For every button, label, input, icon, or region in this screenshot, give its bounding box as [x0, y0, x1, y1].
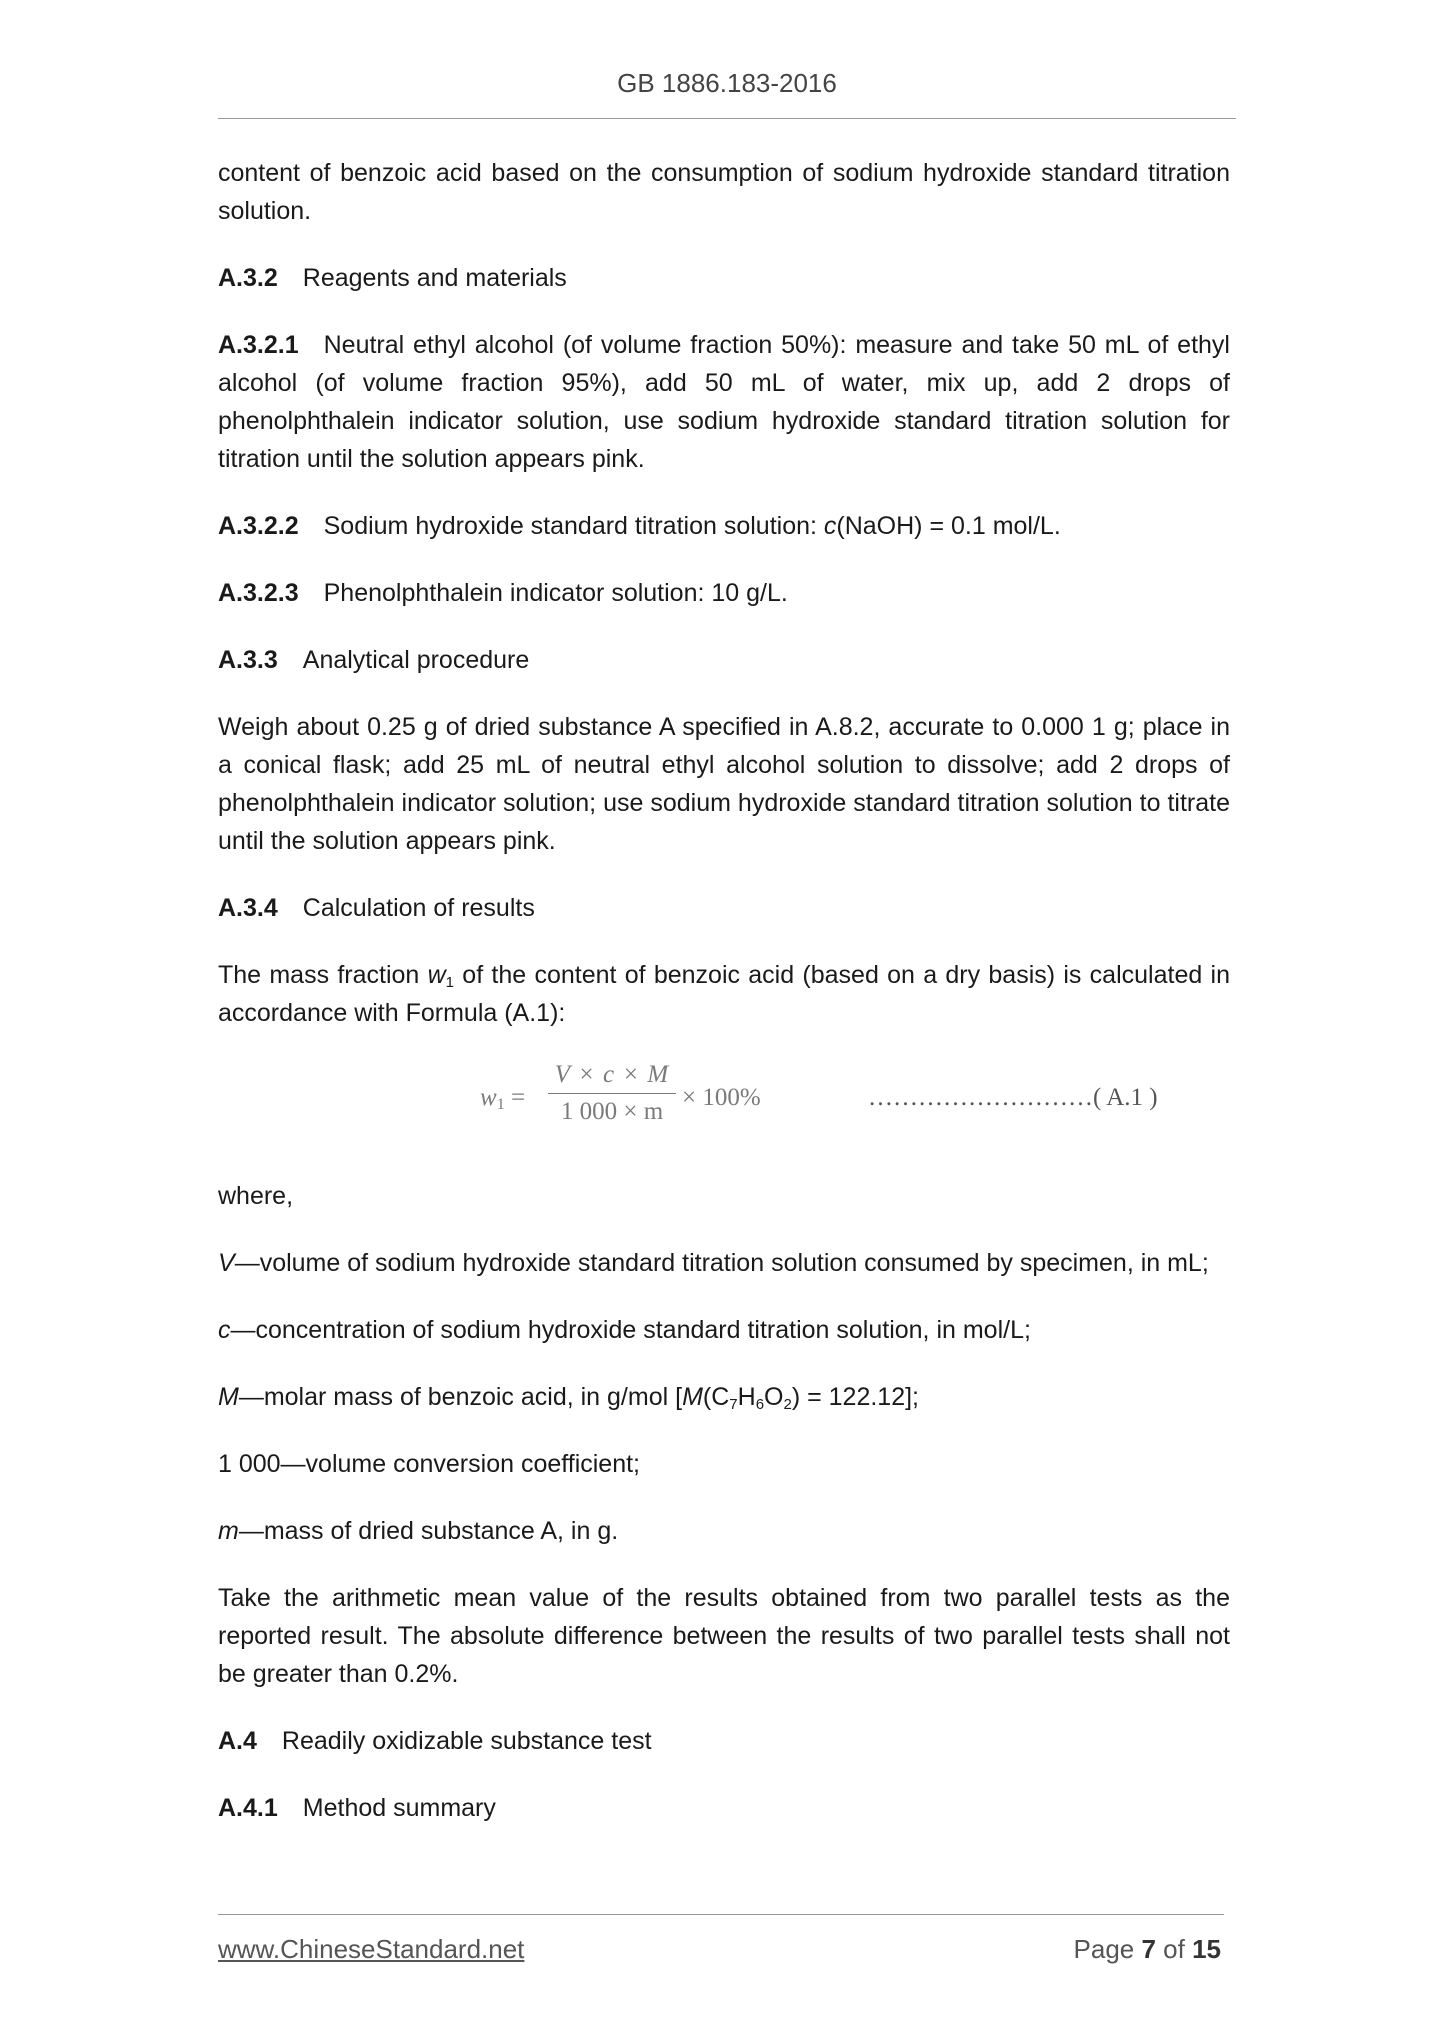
- symbol: V: [218, 1249, 235, 1277]
- footer-divider: [218, 1914, 1224, 1915]
- symbol: m: [218, 1517, 239, 1545]
- section-title: Calculation of results: [302, 894, 535, 922]
- formula-var-w: w: [480, 1084, 497, 1111]
- symbol: M: [682, 1383, 703, 1411]
- section-number: A.3.4: [218, 894, 278, 922]
- formula-text: ) = 122.12];: [791, 1383, 920, 1411]
- symbol: c: [218, 1316, 231, 1344]
- section-a321: [218, 326, 1230, 478]
- definition-text: —molar mass of benzoic acid, in g/mol [: [238, 1383, 683, 1411]
- section-number: A.3.2.3: [218, 579, 299, 607]
- definition-text: —mass of dried substance A, in g.: [238, 1517, 619, 1545]
- definition-V: [218, 1244, 1230, 1282]
- formula-a1: [218, 1057, 1230, 1143]
- section-a323: [218, 574, 1230, 612]
- definition-text: —concentration of sodium hydroxide standard titration solution, in mol/L;: [230, 1316, 1031, 1344]
- symbol: M: [218, 1383, 239, 1411]
- subscript: 2: [783, 1396, 792, 1413]
- formula-lhs: [480, 1079, 525, 1117]
- current-page: 7: [1141, 1934, 1156, 1964]
- formula-fraction: [548, 1059, 676, 1128]
- formula-times-percent: × 100%: [682, 1084, 761, 1111]
- section-number: A.4.1: [218, 1794, 278, 1822]
- section-a32: [218, 259, 1230, 297]
- formula-label: ………………………( A.1 ): [868, 1084, 1158, 1111]
- section-number: A.3.2.2: [218, 512, 299, 540]
- section-number: A.3.2: [218, 264, 278, 292]
- section-a33: [218, 641, 1230, 679]
- fraction-bar: [548, 1093, 676, 1094]
- formula-equals: =: [510, 1084, 526, 1111]
- formula-sub: 1: [496, 1096, 505, 1113]
- section-text-tail: (NaOH) = 0.1 mol/L.: [836, 512, 1061, 540]
- document-body: [218, 154, 1230, 1827]
- subscript: 1: [445, 974, 455, 991]
- text-fragment: of the content of benzoic acid (based on a dry basis) is calculated in accordance with Formula (A.1):: [218, 961, 1230, 1027]
- continued-paragraph: content of benzoic acid based on the consumption of sodium hydroxide standard titration solution.: [218, 159, 1230, 225]
- formula-text: O: [764, 1383, 784, 1411]
- section-text: Phenolphthalein indicator solution: 10 g/L.: [323, 579, 788, 607]
- header-divider: [218, 118, 1236, 119]
- website-link[interactable]: www.ChineseStandard.net: [218, 1934, 525, 1964]
- section-number: A.3.2.1: [218, 331, 299, 359]
- section-title: Reagents and materials: [302, 264, 567, 292]
- section-a4: [218, 1722, 1230, 1760]
- subscript: 6: [755, 1396, 765, 1413]
- definition-1000: 1 000—volume conversion coefficient;: [218, 1450, 640, 1478]
- formula-denominator: 1 000 × m: [560, 1098, 664, 1125]
- subscript: 7: [729, 1396, 738, 1413]
- formula-text: (C: [702, 1383, 730, 1411]
- section-a41: [218, 1789, 1230, 1827]
- formula-numerator: V × c × M: [554, 1061, 670, 1088]
- page-word: Page: [1073, 1934, 1142, 1964]
- page-number: [1074, 1934, 1221, 1965]
- total-pages: 15: [1192, 1934, 1221, 1964]
- section-title: Readily oxidizable substance test: [281, 1727, 652, 1755]
- section-text: Neutral ethyl alcohol (of volume fraction 50%): measure and take 50 mL of ethyl alcohol (of volume fraction 95%), add 50 mL of water, mix up, add 2 drops of phenolphthalein indicator solution, use sodium hydroxide standard titration solution for titration until the solution appears pink.: [218, 331, 1230, 473]
- where-label: where,: [218, 1182, 294, 1210]
- section-title: Analytical procedure: [302, 646, 530, 674]
- text-fragment: The mass fraction: [218, 961, 428, 989]
- definition-text: —volume of sodium hydroxide standard titration solution consumed by specimen, in mL;: [234, 1249, 1209, 1277]
- section-a322: [218, 507, 1230, 545]
- section-title: Method summary: [302, 1794, 496, 1822]
- procedure-paragraph: Weigh about 0.25 g of dried substance A specified in A.8.2, accurate to 0.000 1 g; place in a conical flask; add 25 mL of neutral ethyl alcohol solution to dissolve; add 2 drops of phenolphthalein indicator solution; use sodium hydroxide standard titration solution to titrate until the solution appears pink.: [218, 713, 1230, 855]
- variable-w: w: [427, 961, 446, 989]
- variable-c: c: [823, 512, 837, 540]
- section-number: A.4: [218, 1727, 257, 1755]
- section-a34: [218, 889, 1230, 927]
- mass-fraction-paragraph: [218, 956, 1230, 1032]
- arithmetic-mean-paragraph: Take the arithmetic mean value of the results obtained from two parallel tests as the reported result. The absolute difference between the results of two parallel tests shall not be greater than 0.2%.: [218, 1584, 1230, 1688]
- page-header: GB 1886.183-2016: [617, 68, 837, 98]
- section-number: A.3.3: [218, 646, 278, 674]
- definition-M: [218, 1378, 1230, 1416]
- definition-c: [218, 1311, 1230, 1349]
- definition-m: [218, 1512, 1230, 1550]
- formula-text: H: [737, 1383, 756, 1411]
- section-text: Sodium hydroxide standard titration solution:: [323, 512, 824, 540]
- of-word: of: [1155, 1934, 1193, 1964]
